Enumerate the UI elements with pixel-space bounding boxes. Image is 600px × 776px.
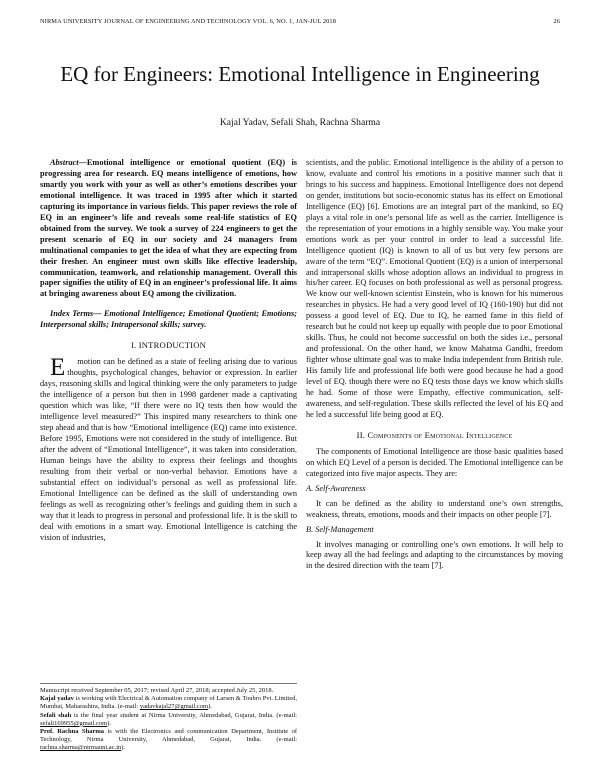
footnote-close: ). bbox=[121, 744, 126, 752]
abstract-label: Abstract bbox=[50, 158, 79, 167]
email-link-rachna[interactable]: rachna.sharma@nirmauni.ac.in bbox=[40, 744, 122, 752]
paper-title: EQ for Engineers: Emotional Intelligence in Engineering bbox=[60, 62, 540, 86]
introduction-paragraph: Emotion can be defined as a state of feeling arising due to various thoughts, psychological changes, behavior or expression. In earlier days, reasoning skills and logical thinking were the only parameters to judge the intelligence of a person but then in 1998 gardener made a captivating question which was like, “If there were no IQ tests then how would the intelligence level measured?” This inspired many researchers to think one step ahead and that is how “Emotional intelligence (EQ) came into existence. Before 1995, Emotions were not considered in the study of intelligence. But after the advent of “Emotional Intelligence”, it was taken into consideration. Human beings have the ability to express their feelings and thoughts resulting from their verbal or non-verbal behavior. Emotions have a substantial effect on individual’s personal as well as professional life. Emotional Intelligence can be defined as the skill of understanding own feelings as well as recognizing other’s feelings and guiding them in such a way that it leads to progress in personal and professional life. It is the skill to deal with emotions in a smart way. Emotional Intelligence is catching the vision of industries, bbox=[40, 354, 297, 542]
footnote-kajal bbox=[40, 695, 297, 711]
footnotes bbox=[40, 687, 297, 753]
footnote-close: ). bbox=[208, 703, 212, 711]
right-column bbox=[306, 158, 563, 572]
section-number: II. bbox=[356, 429, 366, 440]
footnote-rule bbox=[40, 683, 297, 684]
self-management-paragraph: It involves managing or controlling one’s own emotions. It will help to keep away all the bad feelings and adapting to the circumstances by moving in the desired direction with the team [7]. bbox=[306, 539, 563, 571]
footnote-author-text: is with the Electronics and communication Department, Institute of Technology, Nirma University, Ahmedabad, Gujarat, India. (e-mail: bbox=[40, 728, 297, 744]
email-link-sefali[interactable]: sefali169955@gmail.com bbox=[40, 719, 108, 727]
section-heading-components bbox=[306, 430, 563, 441]
email-link-kajal[interactable]: yadavkajal27@gmail.com bbox=[139, 703, 209, 711]
footnote-sefali bbox=[40, 712, 297, 728]
footnote-author-name: Kajal yadav bbox=[40, 695, 74, 703]
footnote-author-name: Prof. Rachna Sharma bbox=[40, 728, 105, 736]
footnote-received: Manuscript received September 05, 2017; revised April 27, 2018; accepted July 25, 2018. bbox=[40, 687, 274, 694]
footnote-rachna bbox=[40, 728, 297, 753]
running-header bbox=[40, 18, 560, 25]
abstract bbox=[40, 158, 297, 300]
left-column bbox=[40, 158, 297, 543]
journal-header: NIRMA UNIVERSITY JOURNAL OF ENGINEERING AND TECHNOLOGY VOL. 6, NO. 1, JAN-JUL 2018 bbox=[40, 18, 337, 25]
author-list: Kajal Yadav, Sefali Shah, Rachna Sharma bbox=[219, 117, 381, 128]
section-title: Components of Emotional Intelligence bbox=[367, 429, 513, 440]
footnote-author-name: Sefali shah bbox=[40, 711, 72, 719]
page-number: 26 bbox=[553, 18, 560, 25]
footnote-author-text: is the final year student at Nirma University, Ahmedabad, Gujarat, India. (e-mail: bbox=[71, 711, 297, 719]
introduction-continuation: scientists, and the public. Emotional intelligence is the ability of a person to know, evaluate and control his emotions in a positive manner such that it brings to his success and happiness. Emotional Intelligence does not depend on gender, institutions but socio-economic status has its effect on Emotional Intelligence (EQ) [6]. Emotions are an integral part of the mankind, so EQ plays a vital role in one’s personal life as well as the carrier. Intelligence is the representation of your emotions in a highly sensible way. You make your emotions work as per your control in order to lead a successful life. Intelligence quotient (IQ) is known to all of us but very few persons are aware of the term “EQ”. Emotional Quotient (EQ) is a union of interpersonal and intrapersonal skills whose adoption allows an individual to progress in his/her career. EQ focuses on both professional as well as personal progress. We know our well-known scientist Einstein, who is known for his numerous researches in physics. He had a very good level of IQ (160-190) but did not possess a good level of EQ. Due to IQ, he earned fame in this field of research but he could not keep up equally with people due to poor Emotional skills. Thus, he could not become successful on both the sides i.e., personal and professional. On the other hand, we know Mahatma Gandhi, freedom fighter whose ultimate goal was to make India independent from British rule. His family life and professional life both were good because he had a good level of EQ. though there were no EQ tests those days we know which skills he had. Some of those were Empathy, effective communication, self-awareness, and self-regulation. These skills reflected the level of his EQ and he led a successful life being good at EQ. bbox=[306, 158, 563, 419]
components-paragraph: The components of Emotional Intelligence are those basic qualities based on which EQ Level of a person is decided. The Emotional intelligence can be categorized into five major aspects. They are: bbox=[306, 446, 563, 478]
abstract-text: —Emotional intelligence or emotional quotient (EQ) is progressing area for research. EQ means intelligence of emotions, how smartly you work with your as well as other’s emotions describes your emotional intelligence. It was traced in 1995 after which it started capturing its importance in various fields. This paper reviews the role of EQ in an engineer’s life and reveals some real-life statistics of EQ obtained from the survey. We took a survey of 224 engineers to get the present scenario of EQ in our society and 24 managers from multinational companies to get the idea of what they are expecting from their fresher. An engineer must own skills like effective leadership, communication, teamwork, and relationship management. Overall this paper signifies the utility of EQ in an engineer’s professional life. It aims at bringing awareness about EQ among the civilization. bbox=[40, 158, 297, 299]
footnote-author-text: is working with Electrical & Automation company of Larsen & Toubro Pvt. Limited, Mumbai, Maharashtra, India. (e-mail: bbox=[40, 695, 297, 711]
index-terms: Index Terms— Emotional Intelligence; Emotional Quotient; Emotions; Interpersonal skills; Intrapersonal skills; survey. bbox=[40, 309, 297, 330]
section-heading-introduction: I. INTRODUCTION bbox=[130, 340, 207, 351]
self-awareness-paragraph: It can be defined as the ability to understand one’s own strengths, weakness, threats, emotions, moods and their impacts on other people [7]. bbox=[306, 498, 563, 519]
subsection-heading-self-awareness: A. Self-Awareness bbox=[306, 483, 366, 493]
footnote-close: ). bbox=[107, 719, 111, 727]
subsection-heading-self-management: B. Self-Management bbox=[306, 524, 374, 534]
